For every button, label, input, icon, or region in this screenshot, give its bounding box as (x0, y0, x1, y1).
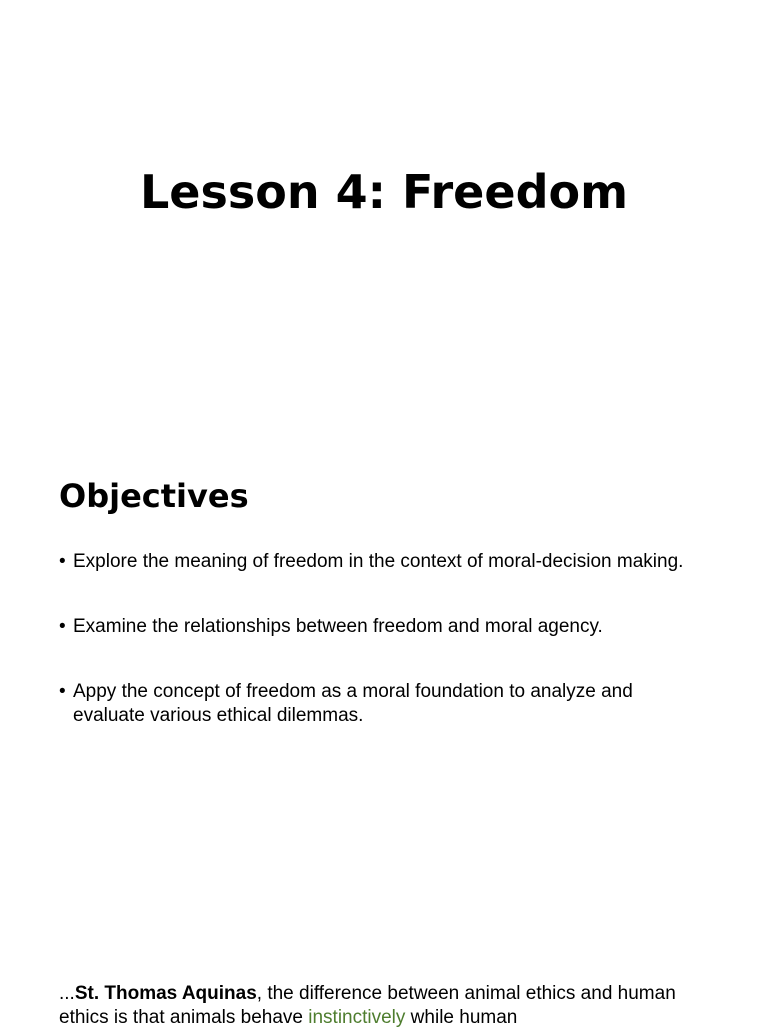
objective-item (59, 615, 699, 639)
aquinas-paragraph (59, 982, 699, 1030)
slide-title (0, 0, 768, 424)
slide-aquinas (0, 960, 768, 1028)
paragraph-text: , the difference between animal ethics and human ethics is that animals behave (59, 983, 676, 1028)
lesson-title: Lesson 4: Freedom (139, 165, 629, 219)
objective-text: Examine the relationships between freedom and moral agency. (73, 616, 603, 637)
objective-item (59, 680, 699, 728)
objective-text: Appy the concept of freedom as a moral foundation to analyze and evaluate various ethical dilemmas. (73, 681, 633, 726)
highlight-word: instinctively (308, 1007, 406, 1028)
objective-item (59, 550, 699, 574)
ellipsis: ... (59, 983, 75, 1004)
slide-objectives (0, 430, 768, 960)
bullet-icon: • (59, 551, 66, 572)
paragraph-text-continued: while human (405, 1007, 518, 1028)
objective-text: Explore the meaning of freedom in the context of moral-decision making. (73, 551, 684, 572)
objectives-heading: Objectives (59, 477, 249, 515)
aquinas-name: St. Thomas Aquinas (74, 983, 257, 1004)
objectives-list (59, 550, 699, 728)
bullet-icon: • (59, 616, 66, 637)
bullet-icon: • (59, 681, 66, 702)
